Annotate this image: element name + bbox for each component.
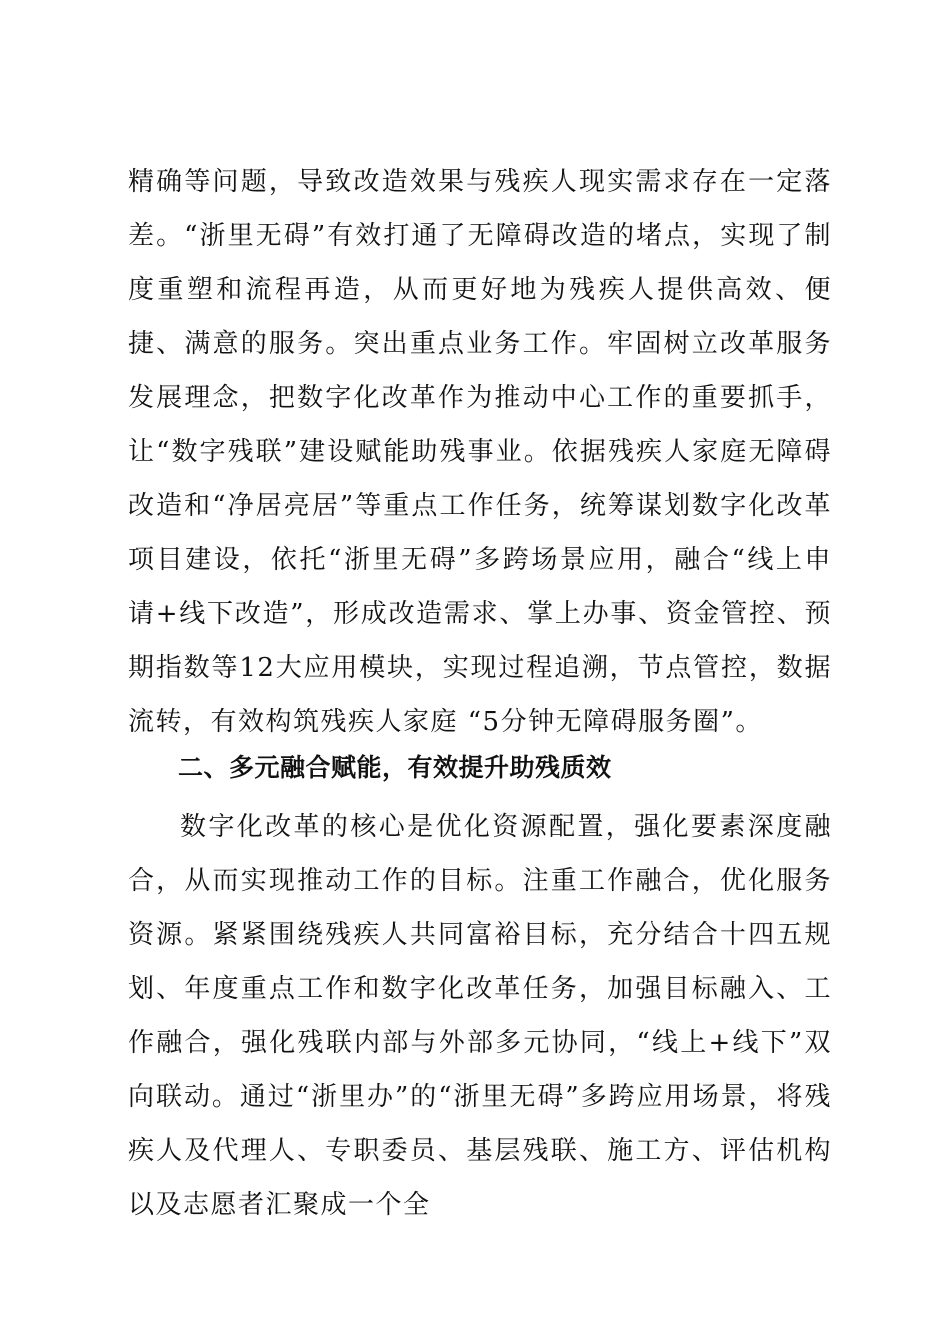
section-heading: 二、多元融合赋能，有效提升助残质效 [178, 753, 612, 782]
body-paragraph-2: 数字化改革的核心是优化资源配置，强化要素深度融合，从而实现推动工作的目标。注重工作融合，优化服务资源。紧紧围绕残疾人共同富裕目标，充分结合十四五规划、年度重点工作和数字化改革任务，加强目标融入、工作融合，强化残联内部与外部多元协同，“线上+线下”双向联动。通过“浙里办”的“浙里无碍”多跨应用场景，将残疾人及代理人、专职委员、基层残联、施工方、评估机构以及志愿者汇聚成一个全 [128, 812, 832, 1220]
body-paragraph-continued: 精确等问题，导致改造效果与残疾人现实需求存在一定落差。“浙里无碍”有效打通了无障碍改造的堵点，实现了制度重塑和流程再造，从而更好地为残疾人提供高效、便捷、满意的服务。突出重点业务工作。牢固树立改革服务发展理念，把数字化改革作为推动中心工作的重要抓手，让“数字残联”建设赋能助残事业。依据残疾人家庭无障碍改造和“净居亮居”等重点工作任务，统筹谋划数字化改革项目建设，依托“浙里无碍”多跨场景应用，融合“线上申请+线下改造”，形成改造需求、掌上办事、资金管控、预期指数等12大应用模块，实现过程追溯，节点管控，数据流转，有效构筑残疾人家庭 “5分钟无障碍服务圈”。 [128, 167, 832, 737]
